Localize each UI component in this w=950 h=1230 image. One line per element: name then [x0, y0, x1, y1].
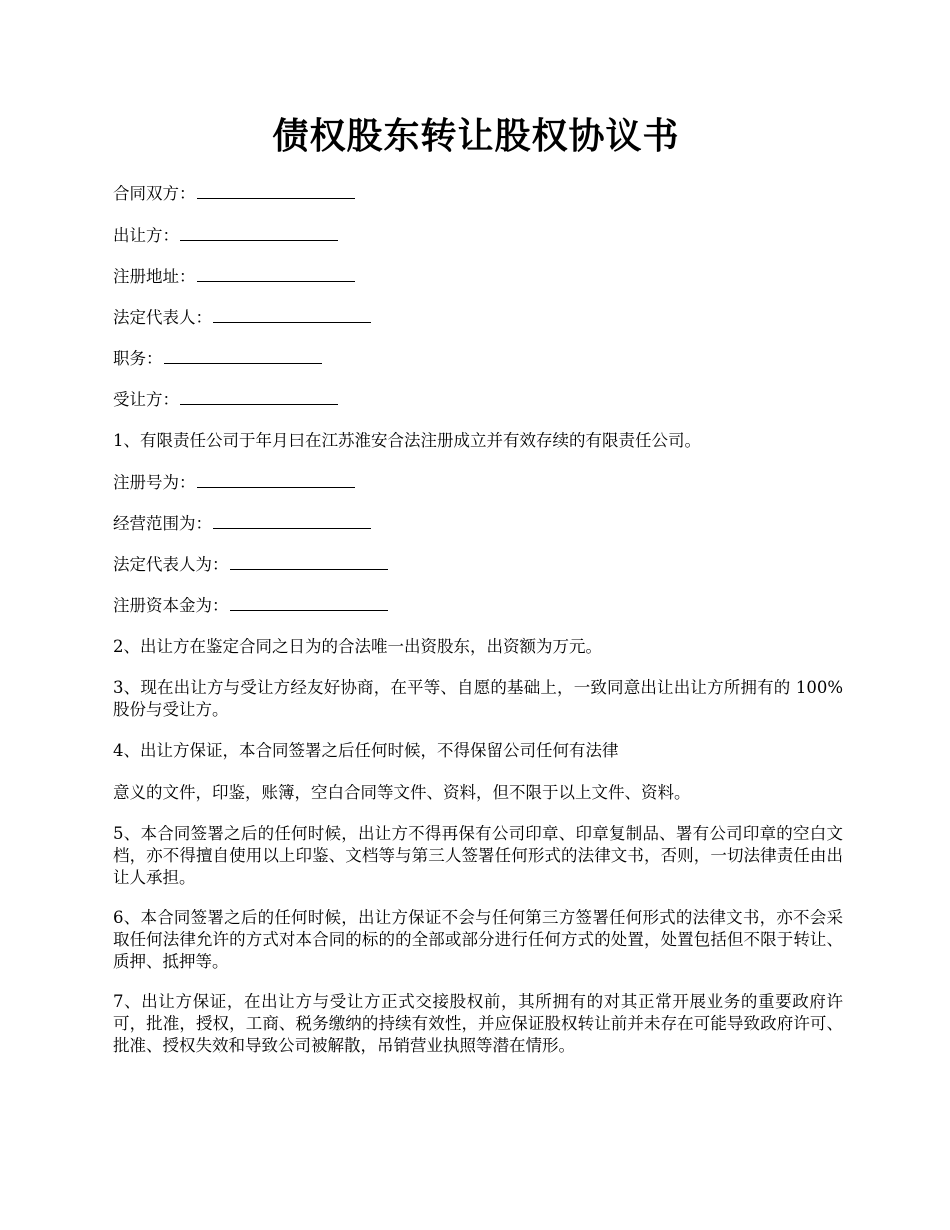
clause-5: 5、本合同签署之后的任何时候，出让方不得再保有公司印章、印章复制品、署有公司印章的空白文档，亦不得擅自使用以上印鉴、文档等与第三人签署任何形式的法律文书，否则，一切法律责任由出让人承担。: [113, 824, 843, 887]
field-label: 注册地址：: [113, 267, 196, 286]
field-label: 注册号为：: [113, 473, 196, 492]
field-legal-representative: [113, 306, 371, 329]
clause-2: 2、出让方在鉴定合同之日为的合法唯一出资股东，出资额为万元。: [113, 637, 602, 656]
blank-line: [197, 471, 355, 488]
blank-line: [197, 182, 355, 199]
field-business-scope: [113, 512, 371, 535]
clause-4b: 意义的文件，印鉴，账簿，空白合同等文件、资料，但不限于以上文件、资料。: [113, 783, 691, 802]
clause-1: 1、有限责任公司于年月曰在江苏淮安合法注册成立并有效存续的有限责任公司。: [113, 431, 701, 450]
field-transferor: [113, 224, 338, 247]
blank-line: [180, 224, 338, 241]
field-label: 职务：: [113, 349, 163, 368]
field-legal-rep-is: [113, 553, 388, 576]
field-label: 法定代表人为：: [113, 555, 229, 574]
field-label: 出让方：: [113, 226, 179, 245]
field-label: 受让方：: [113, 390, 179, 409]
field-position: [113, 347, 322, 370]
clause-4a: 4、出让方保证，本合同签署之后任何时候，不得保留公司任何有法律: [113, 741, 619, 760]
field-registered-address: [113, 265, 355, 288]
field-label: 法定代表人：: [113, 308, 212, 327]
clause-7: 7、出让方保证，在出让方与受让方正式交接股权前，其所拥有的对其正常开展业务的重要政府许可，批准，授权，工商、税务缴纳的持续有效性，并应保证股权转让前并未存在可能导致政府许可、批准、授权失效和导致公司被解散，吊销营业执照等潜在情形。: [113, 992, 843, 1055]
blank-line: [197, 265, 355, 282]
field-registration-number: [113, 471, 355, 494]
blank-line: [213, 512, 371, 529]
blank-line: [164, 347, 322, 364]
field-contract-parties: [113, 182, 355, 205]
clause-3: 3、现在出让方与受让方经友好协商，在平等、自愿的基础上，一致同意出让出让方所拥有的 100%股份与受让方。: [113, 678, 843, 719]
blank-line: [213, 306, 371, 323]
blank-line: [180, 388, 338, 405]
field-label: 经营范围为：: [113, 514, 212, 533]
document-title: 债权股东转让股权协议书: [272, 115, 680, 157]
blank-line: [230, 594, 388, 611]
field-label: 注册资本金为：: [113, 596, 229, 615]
clause-6: 6、本合同签署之后的任何时候，出让方保证不会与任何第三方签署任何形式的法律文书，亦不会采取任何法律允许的方式对本合同的标的的全部或部分进行任何方式的处置，处置包括但不限于转让、质押、抵押等。: [113, 908, 843, 971]
blank-line: [230, 553, 388, 570]
field-registered-capital: [113, 594, 388, 617]
field-label: 合同双方：: [113, 184, 196, 203]
field-transferee: [113, 388, 338, 411]
